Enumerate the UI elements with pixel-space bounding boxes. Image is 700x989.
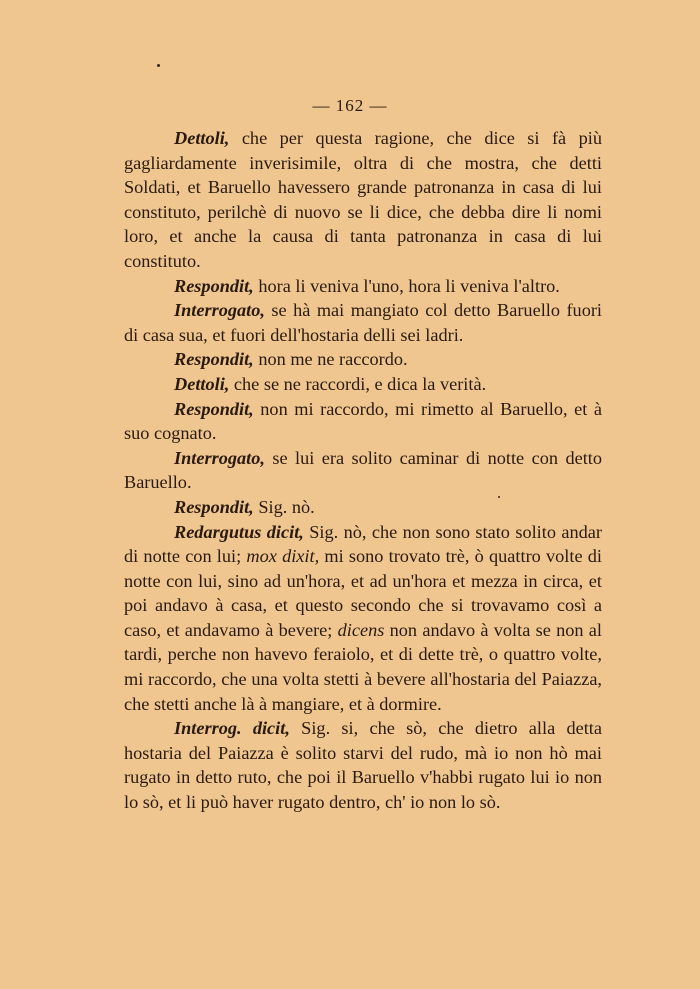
speaker-lead: Respondit, xyxy=(174,275,254,296)
page-number: — 162 — xyxy=(312,96,388,115)
body-text xyxy=(124,126,602,815)
paragraph xyxy=(124,274,602,299)
latin-aside: dicens xyxy=(337,619,385,640)
speaker-lead: Dettoli, xyxy=(174,128,230,148)
speaker-lead: Respondit, xyxy=(174,398,254,419)
paragraph-text: che se ne raccordi, e dica la verità. xyxy=(229,373,487,394)
paragraph-text: non me ne raccordo. xyxy=(253,349,408,370)
paragraph-text: non mi raccordo, mi rimetto al Baruello, et à suo cognato. xyxy=(124,398,602,444)
paragraph xyxy=(124,520,602,717)
speaker-lead: Respondit, xyxy=(174,349,254,370)
speaker-lead: Interrogato, xyxy=(174,300,265,321)
paragraph xyxy=(124,347,602,372)
paragraph xyxy=(124,495,602,520)
paragraph-text: non andavo à volta se non al tardi, perche non havevo feraiolo, et di dette trè, o quattro volte, mi raccordo, che una volta stetti à bevere all'hostaria del Paiazza, che stetti anche là à mangiare, et à dormire. xyxy=(124,619,602,714)
speaker-lead: Respondit, xyxy=(174,496,254,517)
paragraph xyxy=(124,397,602,446)
paragraph-text: Sig. nò, che non sono stato solito andar di notte con lui; xyxy=(124,521,602,567)
paragraph-text: mi sono trovato trè, ò quattro volte di notte con lui, sino ad un'hora, et ad un'hora et mezza in circa, et poi andavo à casa, et questo secondo che si trovavamo così a caso, et andavamo à bevere; xyxy=(124,546,603,640)
paragraph-text: Sig. si, che sò, che dietro alla detta hostaria del Paiazza è solito starvi del rudo, mà io non hò mai rugato in detto ruto, che poi il Baruello v'habbi rugato lui io non lo sò, et li può haver rugato dentro, ch' io non lo sò. xyxy=(124,718,602,813)
latin-aside: mox dixit, xyxy=(246,546,320,567)
paragraph xyxy=(124,446,602,495)
paragraph-text: se hà mai mangiato col detto Baruello fuori di casa sua, et fuori dell'hostaria delli sei ladri. xyxy=(124,300,602,345)
speaker-lead: Interrogato, xyxy=(174,447,265,468)
paragraph xyxy=(124,298,602,347)
paragraph xyxy=(124,126,602,274)
paragraph-text: Sig. nò. xyxy=(253,496,315,517)
speaker-lead: Redargutus dicit, xyxy=(174,521,304,542)
paragraph-text: hora li veniva l'uno, hora li veniva l'altro. xyxy=(253,275,560,296)
print-speck xyxy=(157,64,160,67)
paragraph-text: se lui era solito caminar di notte con detto Baruello. xyxy=(124,447,602,493)
paragraph-text: che per questa ragione, che dice si fà più gagliardamente inverisimile, oltra di che mostra, che detti Soldati, et Baruello havessero grande patronanza in casa di lui constituto, perilchè di nuovo se li dice, che debba dire li nomi loro, et anche la causa di tanta patronanza in casa di lui constituto. xyxy=(124,128,602,271)
paragraph xyxy=(124,372,602,397)
speaker-lead: Interrog. dicit, xyxy=(174,718,290,739)
paragraph xyxy=(124,716,602,814)
speaker-lead: Dettoli, xyxy=(174,373,230,394)
